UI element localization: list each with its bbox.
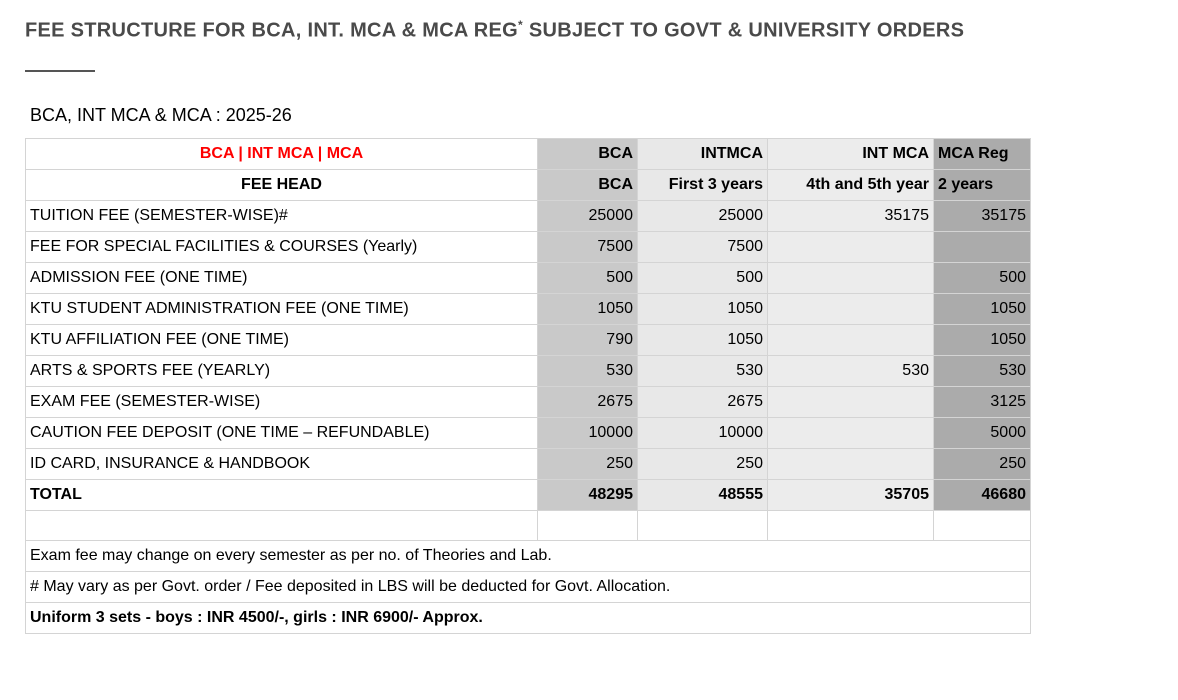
table-total-row [26, 479, 1031, 510]
note-govt-order: # May vary as per Govt. order / Fee deposited in LBS will be deducted for Govt. Allocation. [26, 571, 1031, 602]
fee-head-cell: ARTS & SPORTS FEE (YEARLY) [26, 355, 538, 386]
intmca-value-cell: 250 [638, 448, 768, 479]
col-header-mca-reg: MCA Reg [934, 138, 1031, 169]
total-intmca-cell: 48555 [638, 479, 768, 510]
total-label-cell: TOTAL [26, 479, 538, 510]
mca-reg-value-cell: 1050 [934, 293, 1031, 324]
table-row [26, 262, 1031, 293]
col-header-int-mca: INT MCA [768, 138, 934, 169]
intmca-value-cell: 10000 [638, 417, 768, 448]
table-row [26, 200, 1031, 231]
mca-reg-value-cell [934, 231, 1031, 262]
table-note-row [26, 540, 1031, 571]
col-header-bca: BCA [538, 138, 638, 169]
empty-cell [638, 510, 768, 540]
empty-cell [768, 510, 934, 540]
empty-cell [538, 510, 638, 540]
bca-value-cell: 2675 [538, 386, 638, 417]
intmca-value-cell: 7500 [638, 231, 768, 262]
fee-head-cell: ADMISSION FEE (ONE TIME) [26, 262, 538, 293]
empty-cell [26, 510, 538, 540]
subheader-4th-5th-year: 4th and 5th year [768, 169, 934, 200]
fee-head-cell: CAUTION FEE DEPOSIT (ONE TIME – REFUNDABLE) [26, 417, 538, 448]
note-uniform-cost: Uniform 3 sets - boys : INR 4500/-, girls : INR 6900/- Approx. [26, 602, 1031, 633]
int-mca-value-cell [768, 324, 934, 355]
bca-value-cell: 790 [538, 324, 638, 355]
bca-value-cell: 500 [538, 262, 638, 293]
mca-reg-value-cell: 530 [934, 355, 1031, 386]
intmca-value-cell: 2675 [638, 386, 768, 417]
table-note-row [26, 602, 1031, 633]
table-header-row-2 [26, 169, 1031, 200]
bca-value-cell: 530 [538, 355, 638, 386]
intmca-value-cell: 1050 [638, 324, 768, 355]
fee-head-header: FEE HEAD [26, 169, 538, 200]
table-empty-row [26, 510, 1031, 540]
mca-reg-value-cell: 3125 [934, 386, 1031, 417]
mca-reg-value-cell: 35175 [934, 200, 1031, 231]
table-note-row [26, 571, 1031, 602]
int-mca-value-cell [768, 293, 934, 324]
fee-head-cell: KTU AFFILIATION FEE (ONE TIME) [26, 324, 538, 355]
table-row [26, 231, 1031, 262]
mca-reg-value-cell: 250 [934, 448, 1031, 479]
col-header-intmca: INTMCA [638, 138, 768, 169]
table-row [26, 355, 1031, 386]
table-row [26, 293, 1031, 324]
intmca-value-cell: 25000 [638, 200, 768, 231]
fee-head-cell: KTU STUDENT ADMINISTRATION FEE (ONE TIME) [26, 293, 538, 324]
table-header-row-1 [26, 138, 1031, 169]
int-mca-value-cell [768, 448, 934, 479]
total-mca-reg-cell: 46680 [934, 479, 1031, 510]
subheader-2-years: 2 years [934, 169, 1031, 200]
total-bca-cell: 48295 [538, 479, 638, 510]
intmca-value-cell: 530 [638, 355, 768, 386]
table-row [26, 448, 1031, 479]
bca-value-cell: 7500 [538, 231, 638, 262]
intmca-value-cell: 500 [638, 262, 768, 293]
section-subtitle: BCA, INT MCA & MCA : 2025-26 [30, 104, 292, 125]
subheader-first-3-years: First 3 years [638, 169, 768, 200]
int-mca-value-cell [768, 417, 934, 448]
mca-reg-value-cell: 500 [934, 262, 1031, 293]
fee-head-cell: ID CARD, INSURANCE & HANDBOOK [26, 448, 538, 479]
mca-reg-value-cell: 1050 [934, 324, 1031, 355]
fee-head-cell: EXAM FEE (SEMESTER-WISE) [26, 386, 538, 417]
course-group-header: BCA | INT MCA | MCA [26, 138, 538, 169]
page-title-text-rest: SUBJECT TO GOVT & UNIVERSITY ORDERS [523, 19, 965, 42]
bca-value-cell: 250 [538, 448, 638, 479]
int-mca-value-cell [768, 262, 934, 293]
page-title-text: FEE STRUCTURE FOR BCA, INT. MCA & MCA REG [25, 19, 519, 42]
int-mca-value-cell [768, 386, 934, 417]
int-mca-value-cell: 35175 [768, 200, 934, 231]
table-row [26, 417, 1031, 448]
page-title-superscript: * [518, 18, 524, 32]
int-mca-value-cell: 530 [768, 355, 934, 386]
bca-value-cell: 1050 [538, 293, 638, 324]
mca-reg-value-cell: 5000 [934, 417, 1031, 448]
bca-value-cell: 10000 [538, 417, 638, 448]
table-row [26, 386, 1031, 417]
empty-cell [934, 510, 1031, 540]
intmca-value-cell: 1050 [638, 293, 768, 324]
fee-structure-table [25, 138, 1031, 634]
int-mca-value-cell [768, 231, 934, 262]
title-divider [25, 70, 95, 72]
fee-head-cell: FEE FOR SPECIAL FACILITIES & COURSES (Yearly) [26, 231, 538, 262]
page-title [25, 18, 1178, 43]
bca-value-cell: 25000 [538, 200, 638, 231]
subheader-bca: BCA [538, 169, 638, 200]
table-row [26, 324, 1031, 355]
fee-head-cell: TUITION FEE (SEMESTER-WISE)# [26, 200, 538, 231]
note-exam-fee: Exam fee may change on every semester as per no. of Theories and Lab. [26, 540, 1031, 571]
total-int-mca-cell: 35705 [768, 479, 934, 510]
